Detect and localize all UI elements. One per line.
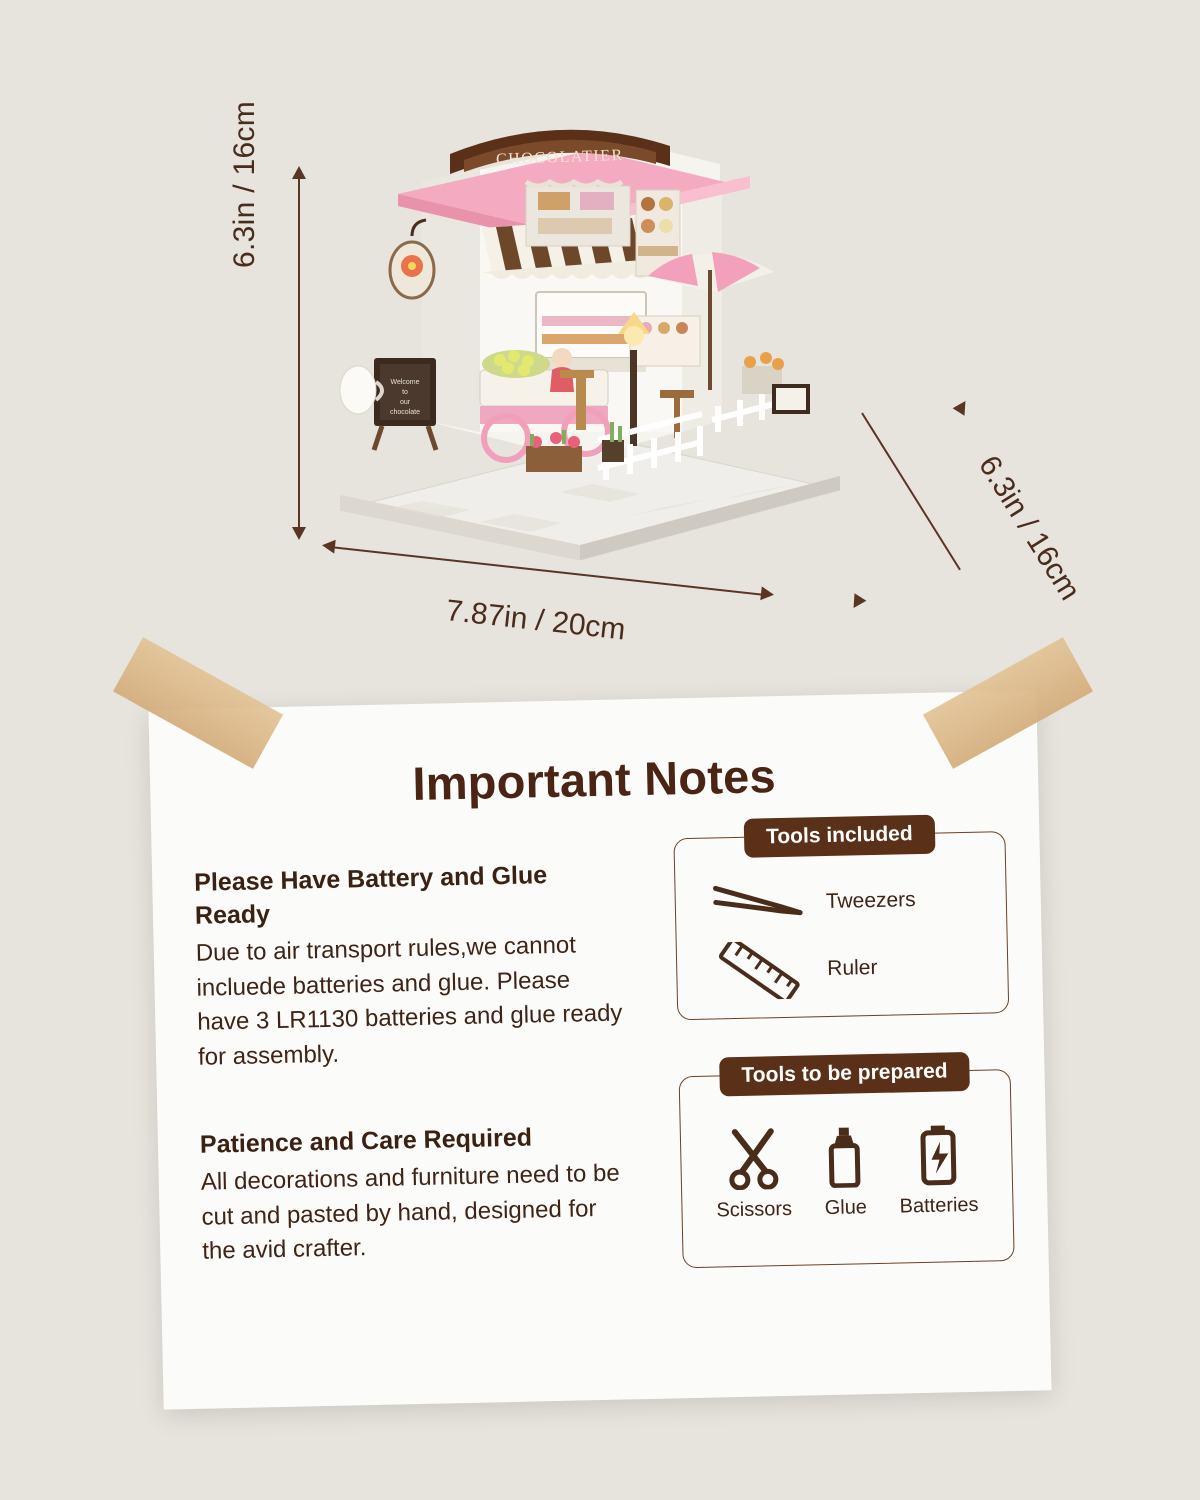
prep-label-glue: Glue <box>824 1196 868 1220</box>
note-body-patience: All decorations and furniture need to be cut and pasted by hand, designed for the avid crafter. <box>200 1159 620 1266</box>
depth-arrow-top <box>953 397 972 415</box>
chalkboard-line-4: chocolate <box>390 409 420 416</box>
tweezers-icon <box>711 883 804 925</box>
height-dimension-label: 6.3in / 16cm <box>228 100 261 268</box>
height-arrow-bottom <box>292 527 306 540</box>
tool-item-tweezers <box>675 878 1006 925</box>
product-illustration <box>330 120 850 560</box>
tools-included-title: Tools included <box>744 815 935 858</box>
glue-bottle-icon <box>822 1125 867 1188</box>
prep-label-scissors: Scissors <box>716 1197 793 1222</box>
width-arrow-right <box>760 586 774 601</box>
shop-sign-text: CHOCOLATIER <box>495 146 624 169</box>
chocolatier-house-svg <box>330 120 850 560</box>
scissors-icon <box>724 1127 781 1190</box>
prep-label-batteries: Batteries <box>899 1193 979 1218</box>
note-block-battery-glue <box>194 857 628 1075</box>
depth-dimension-label: 6.3in / 16cm <box>972 450 1087 607</box>
chalkboard-line-1: Welcome <box>390 379 420 386</box>
depth-arrow-bottom <box>848 593 867 611</box>
tool-label-ruler: Ruler <box>827 955 878 981</box>
note-body-battery-glue: Due to air transport rules,we cannot incluede batteries and glue. Please have 3 LR1130 batteries and glue ready for assembly. <box>195 931 623 1071</box>
height-arrow-top <box>292 166 306 179</box>
note-heading-patience: Patience and Care Required <box>199 1123 533 1159</box>
width-dimension-label: 7.87in / 20cm <box>444 594 628 647</box>
product-dimensions-section <box>0 0 1200 680</box>
notes-text-column <box>194 857 634 1323</box>
battery-icon <box>915 1123 960 1186</box>
ruler-icon <box>713 941 806 1001</box>
tools-included-panel <box>673 822 1009 1020</box>
chalkboard-line-2: to <box>402 389 408 396</box>
tool-item-ruler <box>677 936 1008 1001</box>
important-notes-card <box>148 690 1051 1409</box>
tools-column <box>673 822 1016 1324</box>
chalkboard-line-3: our <box>399 399 411 406</box>
depth-dimension-line <box>861 412 961 570</box>
tool-label-tweezers: Tweezers <box>825 888 916 914</box>
tools-to-prepare-title: Tools to be prepared <box>719 1052 970 1096</box>
note-block-patience <box>200 1120 633 1270</box>
note-heading-battery-glue: Please Have Battery and Glue Ready <box>193 861 548 930</box>
height-dimension-line <box>298 172 300 534</box>
prep-item-scissors <box>715 1127 793 1223</box>
tools-to-prepare-panel <box>679 1059 1015 1268</box>
prep-item-glue <box>822 1125 868 1220</box>
page-title: Important Notes <box>411 749 777 811</box>
width-arrow-left <box>321 538 335 553</box>
prep-item-batteries <box>898 1123 979 1219</box>
